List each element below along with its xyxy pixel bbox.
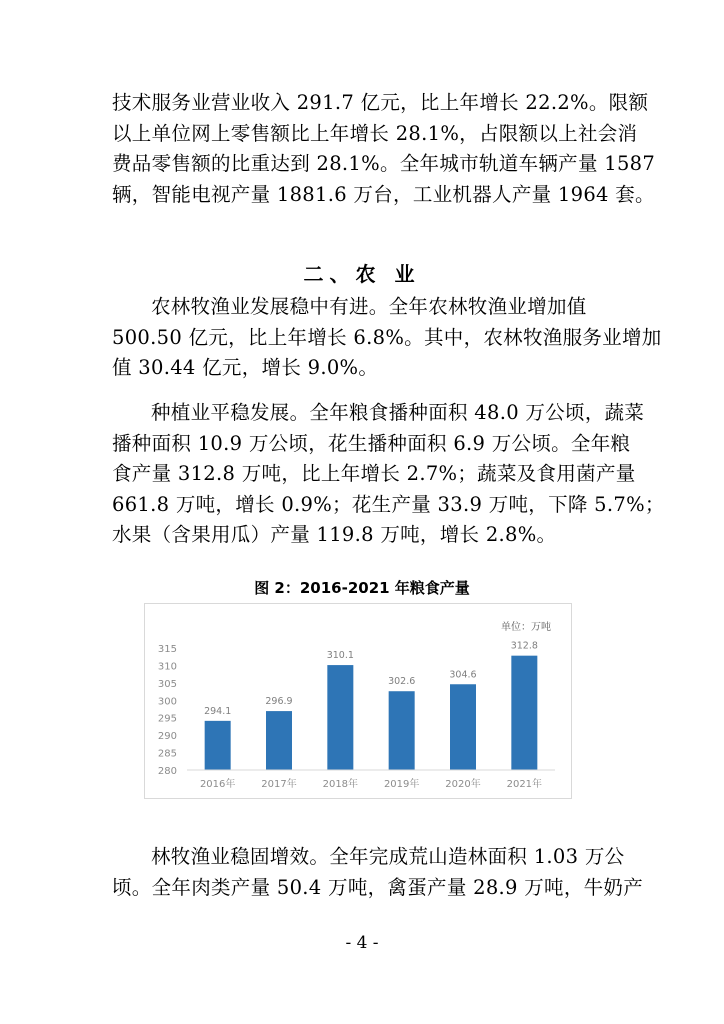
- x-tick-label: 2017年: [261, 779, 297, 790]
- text-line: 661.8 万吨，增长 0.9%；花生产量 33.9 万吨，下降 5.7%；: [112, 492, 665, 516]
- text-line: 农林牧渔业发展稳中有进。全年农林牧渔业增加值: [151, 295, 587, 318]
- bar-2021年: [511, 656, 537, 770]
- bar-2017年: [266, 711, 292, 770]
- y-tick-label: 285: [157, 748, 177, 760]
- text-line: 技术服务业营业收入 291.7 亿元，比上年增长 22.2%。限额: [112, 91, 649, 114]
- bar-value-label: 310.1: [326, 650, 354, 662]
- bar-value-label: 302.6: [388, 676, 416, 688]
- text-line: 费品零售额的比重达到 28.1%。全年城市轨道车辆产量 1587: [112, 152, 656, 175]
- page-number: - 4 -: [345, 933, 379, 953]
- bars-group: [205, 656, 538, 770]
- x-tick-label: 2018年: [322, 779, 359, 790]
- text-line: 500.50 亿元，比上年增长 6.8%。其中，农林牧渔服务业增加: [112, 325, 662, 349]
- bar-2019年: [389, 691, 415, 770]
- y-axis-ticks: [158, 644, 177, 777]
- x-axis-ticks: [200, 777, 542, 790]
- grain-output-chart: [144, 603, 572, 799]
- paragraph-forestry-livestock: [112, 842, 644, 903]
- figure-title: 图 2：2016-2021 年粮食产量: [254, 579, 470, 597]
- y-tick-label: 305: [157, 678, 177, 690]
- text-line: 林牧渔业稳固增效。全年完成荒山造林面积 1.03 万公: [151, 845, 625, 868]
- text-line: 种植业平稳发展。全年粮食播种面积 48.0 万公顷，蔬菜: [151, 401, 645, 424]
- y-tick-label: 310: [157, 661, 177, 673]
- y-tick-label: 280: [157, 766, 177, 777]
- text-line: 辆，智能电视产量 1881.6 万台，工业机器人产量 1964 套。: [112, 182, 655, 206]
- paragraph-industry: [112, 88, 656, 210]
- x-tick-label: 2020年: [445, 779, 481, 790]
- bar-2020年: [450, 684, 476, 770]
- bar-2018年: [327, 665, 353, 770]
- paragraph-agriculture-overview: [112, 292, 662, 384]
- x-tick-label: 2021年: [506, 779, 543, 790]
- bar-value-label: 296.9: [265, 696, 293, 708]
- chart-svg: [145, 604, 571, 798]
- bar-value-label: 304.6: [449, 669, 477, 681]
- chart-unit-label: 单位：万吨: [501, 622, 551, 633]
- text-line: 顷。全年肉类产量 50.4 万吨，禽蛋产量 28.9 万吨，牛奶产: [112, 875, 644, 899]
- y-tick-label: 315: [157, 644, 177, 655]
- bar-value-label: 294.1: [204, 705, 232, 717]
- text-line: 食产量 312.8 万吨，比上年增长 2.7%；蔬菜及食用菌产量: [112, 462, 636, 485]
- section-title: 二、农 业: [303, 262, 421, 286]
- y-tick-label: 295: [157, 713, 177, 725]
- text-line: 播种面积 10.9 万公顷，花生播种面积 6.9 万公顷。全年粮: [112, 431, 631, 455]
- text-line: 以上单位网上零售额比上年增长 28.1%，占限额以上社会消: [112, 121, 638, 145]
- bar-2016年: [205, 721, 231, 770]
- y-tick-label: 290: [157, 731, 177, 743]
- value-labels-group: [204, 641, 538, 717]
- text-line: 水果（含果用瓜）产量 119.8 万吨，增长 2.8%。: [112, 523, 557, 546]
- x-tick-label: 2016年: [199, 779, 236, 790]
- paragraph-crop-farming: [112, 398, 665, 551]
- x-tick-label: 2019年: [383, 779, 420, 790]
- bar-value-label: 312.8: [510, 640, 538, 652]
- text-line: 值 30.44 亿元，增长 9.0%。: [112, 356, 379, 379]
- y-tick-label: 300: [157, 696, 177, 708]
